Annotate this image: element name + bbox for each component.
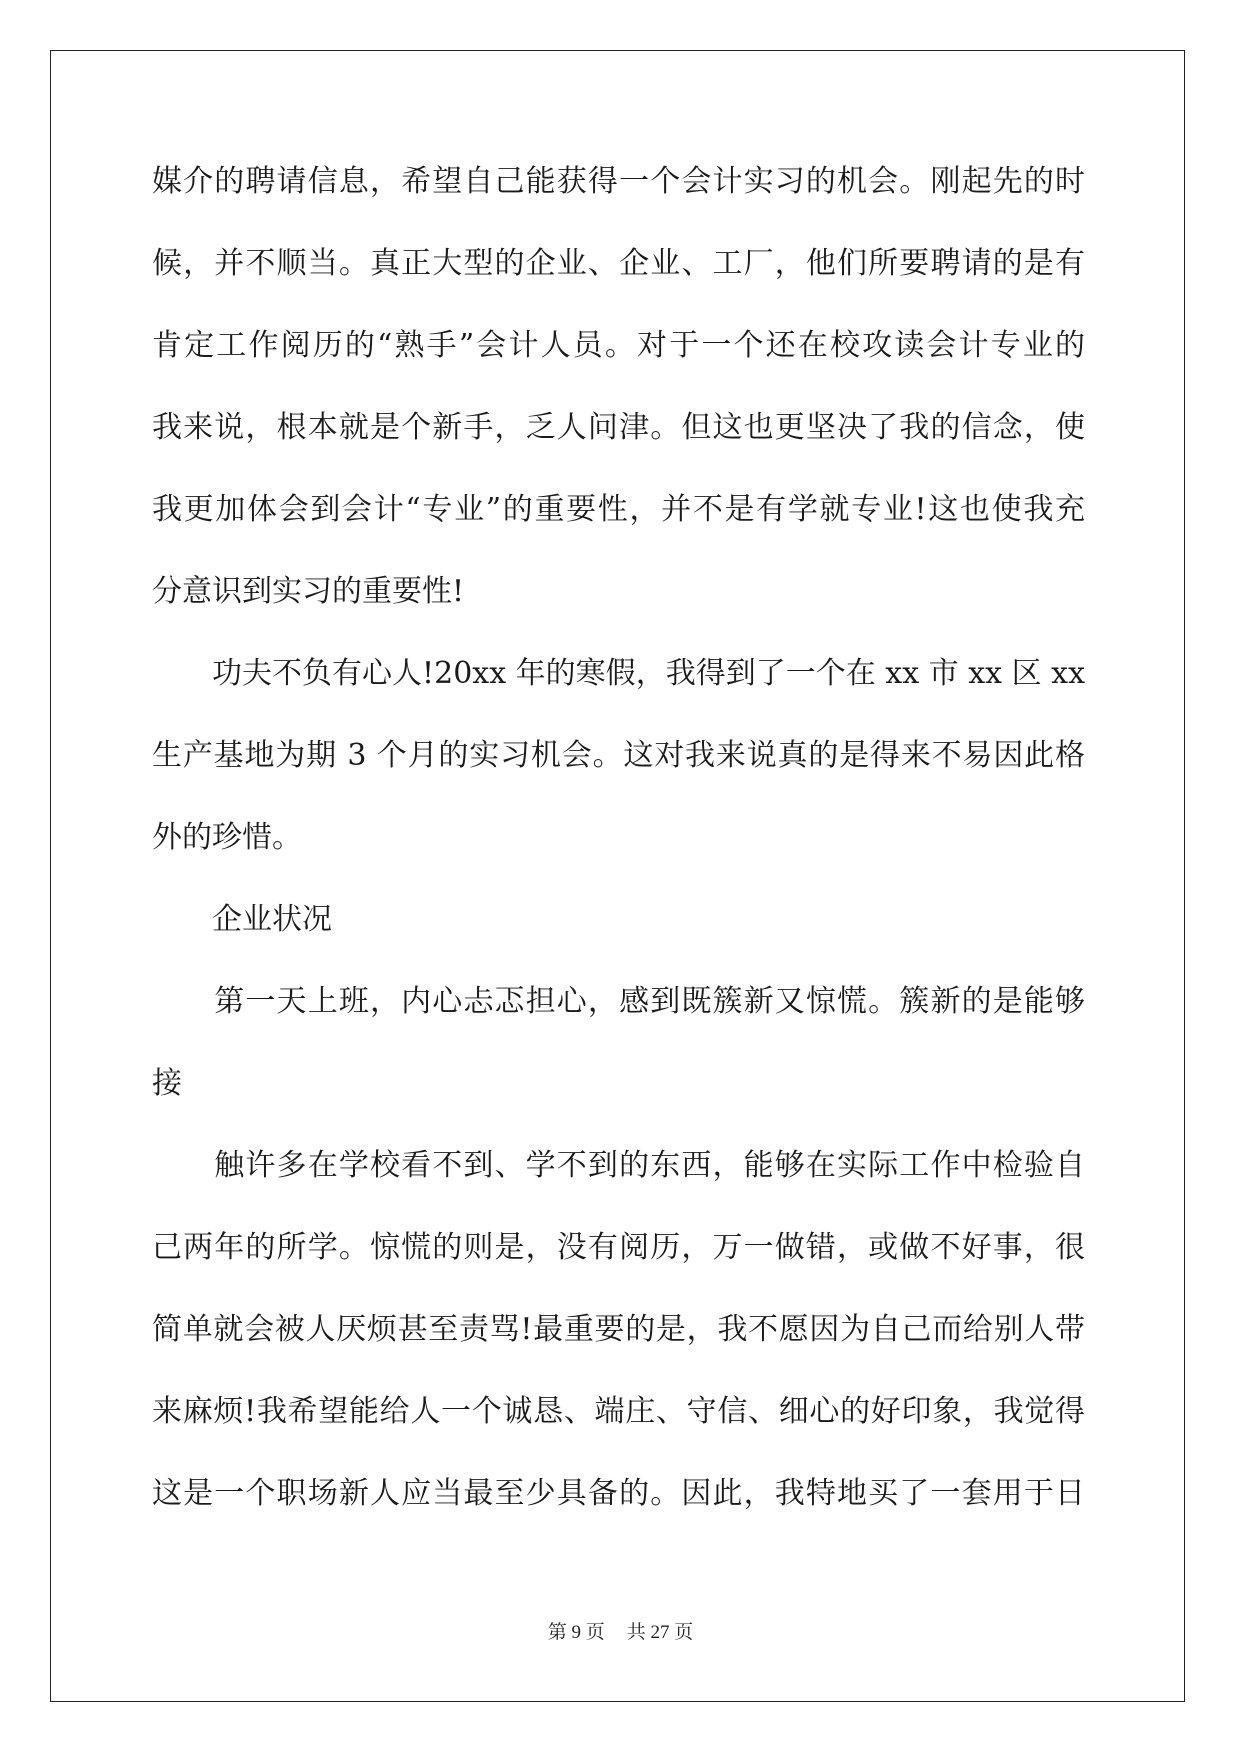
document-body [152,157,1085,1551]
text-line: 生产基地为期 3 个月的实习机会。这对我来说真的是得来不易因此格 [152,738,1085,773]
text-line: 简单就会被人厌烦甚至责骂!最重要的是，我不愿因为自己而给别人带 [152,1312,1085,1347]
text-line: 己两年的所学。惊慌的则是，没有阅历，万一做错，或做不好事，很 [152,1230,1085,1265]
text-line: 接 [152,1066,182,1101]
text-line: 触许多在学校看不到、学不到的东西，能够在实际工作中检验自 [152,1148,1085,1183]
page-number: 第 9 页 [547,1622,605,1643]
text-line: 我更加体会到会计“专业”的重要性，并不是有学就专业!这也使我充 [152,492,1085,527]
text-line: 肯定工作阅历的“熟手”会计人员。对于一个还在校攻读会计专业的 [152,328,1085,363]
section-heading: 企业状况 [152,902,332,937]
page-footer [0,1617,1241,1644]
text-line: 分意识到实习的重要性! [152,574,465,609]
text-line: 候，并不顺当。真正大型的企业、企业、工厂，他们所要聘请的是有 [152,246,1085,281]
page-total: 共 27 页 [626,1622,694,1643]
text-line: 来麻烦!我希望能给人一个诚恳、端庄、守信、细心的好印象，我觉得 [152,1394,1085,1429]
text-line: 媒介的聘请信息，希望自己能获得一个会计实习的机会。刚起先的时 [152,164,1085,199]
text-line: 外的珍惜。 [152,820,302,855]
text-line: 这是一个职场新人应当最至少具备的。因此，我特地买了一套用于日 [152,1476,1085,1511]
text-line: 我来说，根本就是个新手，乏人问津。但这也更坚决了我的信念，使 [152,410,1085,445]
text-line: 功夫不负有心人!20xx 年的寒假，我得到了一个在 xx 市 xx 区 xx [152,656,1085,691]
text-line: 第一天上班，内心忐忑担心，感到既簇新又惊慌。簇新的是能够 [152,984,1085,1019]
